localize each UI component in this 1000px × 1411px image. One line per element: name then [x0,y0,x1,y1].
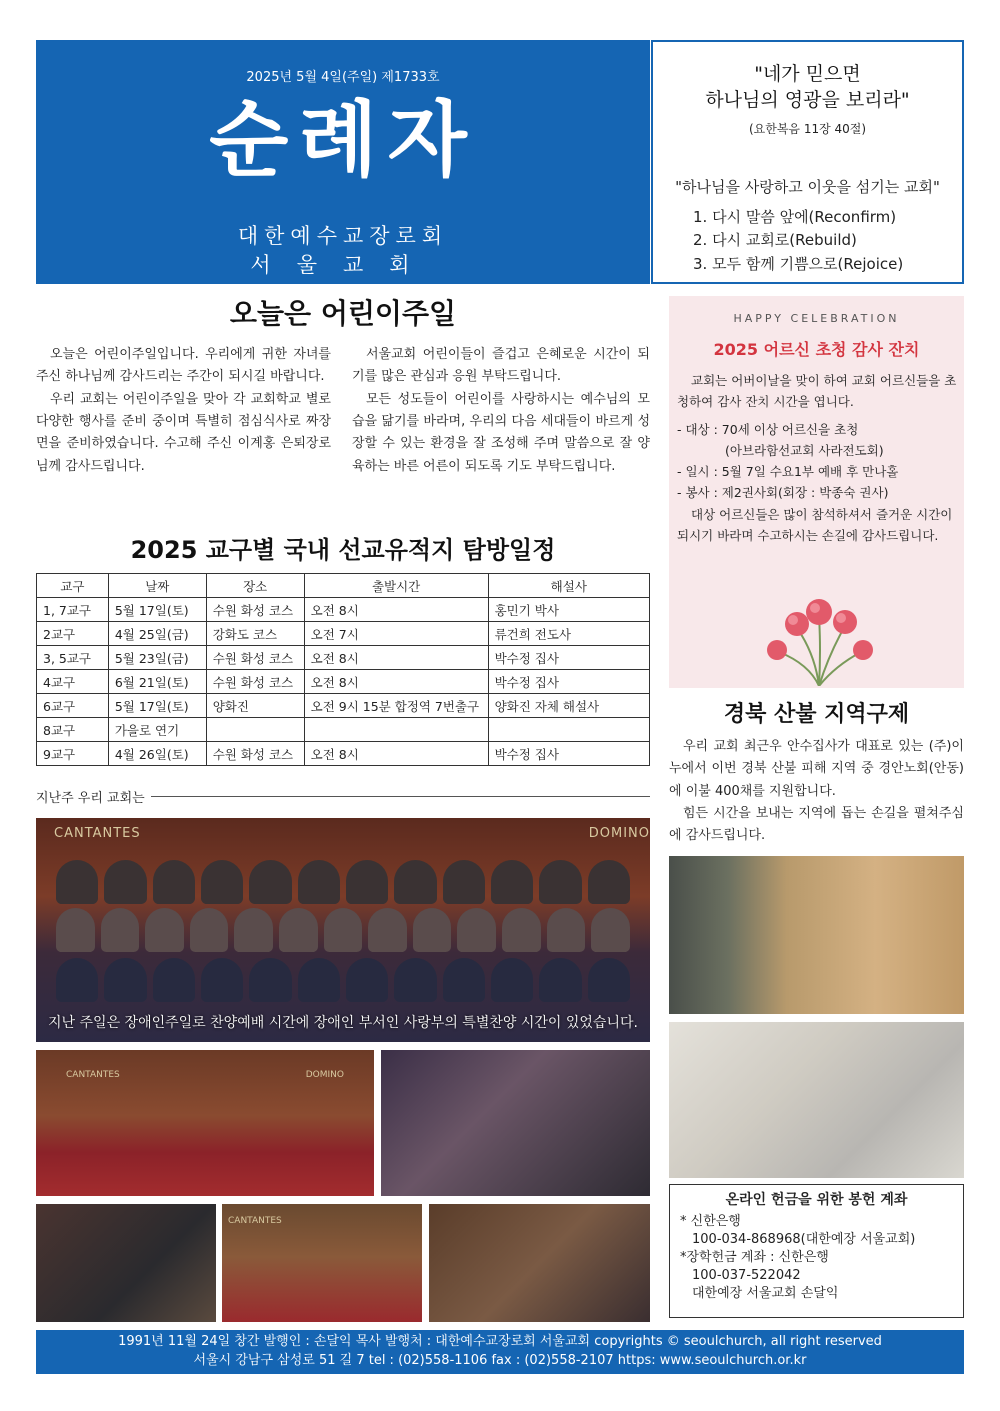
table-cell: 오전 9시 15분 합정역 7번출구 [304,694,488,718]
singer-photo [36,1204,216,1322]
table-cell: 가을로 연기 [108,718,206,742]
detail-target: - 대상 : 70세 이상 어르신을 초청 [677,421,859,437]
table-row [37,670,650,694]
choir-stage-photo [36,1050,374,1196]
table-cell: 오전 8시 [304,598,488,622]
childrens-day-title: 오늘은 어린이주일 [229,297,457,330]
detail-serve: - 봉사 : 제2권사회(회장 : 박종숙 권사) [677,485,889,501]
photo-figures [56,958,630,1002]
offering-account-box [669,1184,964,1318]
goal-item: 2. 다시 교회로(Rebuild) [693,231,857,250]
warehouse-boxes-photo [669,856,964,1014]
goal-item: 3. 모두 함께 기쁨으로(Rejoice) [693,254,904,273]
masthead [36,40,650,284]
table-row [37,718,650,742]
paragraph: 교회는 어버이날을 맞이 하여 교회 어르신들을 초청하여 감사 잔치 시간을 엽니다. [677,373,957,410]
verse-line: 하나님의 영광을 보리라" [705,88,910,111]
church-name: 서울교회 [250,253,436,277]
column-header: 교구 [37,574,109,598]
table-row [37,694,650,718]
table-cell [206,718,304,742]
table-row [37,598,650,622]
column-header: 날짜 [108,574,206,598]
table-cell: 오전 8시 [304,646,488,670]
childrens-day-column-2 [352,344,650,478]
table-cell: 오전 8시 [304,742,488,766]
paragraph: 우리 교회는 어린이주일을 맞아 각 교회학교 별로 다양한 행사를 준비 중이며 특별히 점심식사로 짜장면을 준비하였습니다. 수고해 주신 이계홍 은퇴장로님께 감사드립니다. [36,391,331,474]
photo-figures [56,860,630,904]
issue-date: 2025년 5월 4일(주일) 제1733호 [246,70,440,85]
verse-line: "네가 믿으면 [754,63,861,85]
banner-text: DOMINO [588,826,650,841]
table-cell: 4교구 [37,670,109,694]
table-cell [304,718,488,742]
table-cell: 2교구 [37,622,109,646]
church-motto: "하나님을 사랑하고 이웃을 섬기는 교회" [675,178,940,196]
footer [36,1330,964,1374]
table-cell: 3, 5교구 [37,646,109,670]
table-cell: 오전 7시 [304,622,488,646]
bank-name: * 신한은행 [680,1213,741,1229]
paragraph: 모든 성도들이 어린이를 사랑하시는 예수님의 모습을 닮기를 바라며, 우리의 다음 세대들이 바르게 성장할 수 있는 환경을 잘 조성해 주며 말씀으로 잘 양육하는 바른 어른이 되도록 기도 부탁드립니다. [352,391,650,474]
choir-group-photo [36,818,650,1042]
table-cell: 홍민기 박사 [488,598,649,622]
table-cell: 류건희 전도사 [488,622,649,646]
table-cell: 강화도 코스 [206,622,304,646]
column-header: 출발시간 [304,574,488,598]
banner-text: CANTANTES [54,826,141,841]
childrens-day-column-1 [36,344,331,478]
bulletin-logo: 순례자 [209,93,477,188]
banner-text: CANTANTES [66,1070,120,1080]
footer-address: 서울시 강남구 삼성로 51 길 7 tel : (02)558-1106 fax : (02)558-2107 https: www.seoulchurch.or.kr [193,1352,807,1368]
table-cell: 1, 7교구 [37,598,109,622]
table-cell: 오전 8시 [304,670,488,694]
footer-publisher: 1991년 11월 24일 창간 발행인 : 손달익 목사 발행처 : 대한예수교장로회 서울교회 copyrights © seoulchurch, all right reserved [118,1334,882,1349]
table-cell: 4월 26일(토) [108,742,206,766]
account-number: 100-034-868968(대한예장 서울교회) [692,1231,916,1247]
table-cell: 8교구 [37,718,109,742]
account-holder: 대한예장 서울교회 손달익 [692,1286,839,1302]
table-cell: 박수정 집사 [488,670,649,694]
column-header: 해설사 [488,574,649,598]
verse-reference: (요한복음 11장 40절) [748,122,867,136]
table-row [37,622,650,646]
carnation-icon [749,594,889,686]
table-row [37,646,650,670]
relief-title: 경북 산불 지역구제 [723,702,910,727]
table-cell: 6월 21일(토) [108,670,206,694]
paragraph: 서울교회 어린이들이 즐겁고 은혜로운 시간이 되기를 많은 관심과 응원 부탁드립니다. [352,347,650,385]
divider [151,796,650,797]
photo-caption: 지난 주일은 장애인주일로 찬양예배 시간에 장애인 부서인 사랑부의 특별찬양 시간이 있었습니다. [48,1015,638,1031]
table-cell: 수원 화성 코스 [206,646,304,670]
paragraph: 우리 교회 최근우 안수집사가 대표로 있는 (주)이누에서 이번 경북 산불 피해 지역 중 경안노회(안동)에 이불 400채를 지원합니다. [669,739,964,799]
celebration-kicker: HAPPY CELEBRATION [733,312,900,325]
celebration-title: 2025 어르신 초청 감사 잔치 [713,340,920,359]
table-cell: 수원 화성 코스 [206,598,304,622]
table-cell: 6교구 [37,694,109,718]
table-cell [488,718,649,742]
column-header: 장소 [206,574,304,598]
praise-photo [429,1204,650,1322]
blankets-photo [669,1022,964,1178]
detail-target-sub: (아브라함선교회 사라전도회) [725,442,884,458]
table-cell: 수원 화성 코스 [206,670,304,694]
celebration-card [669,296,964,688]
table-cell: 수원 화성 코스 [206,742,304,766]
goal-list [693,206,903,276]
table-header-row [37,574,650,598]
goal-item: 1. 다시 말씀 앞에(Reconfirm) [693,208,897,226]
schedule-table [36,573,650,766]
verse-text [653,62,962,113]
table-cell: 4월 25일(금) [108,622,206,646]
bank-name: *장학헌금 계좌 : 신한은행 [680,1249,829,1265]
org-name: 대한예수교장로회 [237,224,449,248]
last-week-label: 지난주 우리 교회는 [36,791,145,806]
table-cell: 5월 17일(토) [108,694,206,718]
table-cell: 양화진 자체 해설사 [488,694,649,718]
table-cell: 5월 23일(금) [108,646,206,670]
table-cell: 박수정 집사 [488,646,649,670]
relief-text [669,736,964,848]
table-cell: 5월 17일(토) [108,598,206,622]
account-title: 온라인 헌금을 위한 봉헌 계좌 [725,1192,908,1208]
schedule-title: 2025 교구별 국내 선교유적지 탐방일정 [130,536,556,564]
banner-text: DOMINO [305,1070,344,1080]
paragraph: 힘든 시간을 보내는 지역에 돕는 손길을 펼쳐주심에 감사드립니다. [669,806,964,844]
paragraph: 오늘은 어린이주일입니다. 우리에게 귀한 자녀를 주신 하나님께 감사드리는 주간이 되시길 바랍니다. [36,347,331,385]
photo-figures [56,908,630,952]
verse-box [651,40,964,284]
performance-photo [222,1204,422,1322]
table-row [37,742,650,766]
banner-text: CANTANTES [228,1216,282,1226]
table-cell: 박수정 집사 [488,742,649,766]
celebration-body [677,370,959,546]
table-cell: 양화진 [206,694,304,718]
account-number: 100-037-522042 [692,1268,801,1284]
table-cell: 9교구 [37,742,109,766]
detail-when: - 일시 : 5월 7일 수요1부 예배 후 만나홀 [677,464,899,479]
paragraph: 대상 어르신들은 많이 참석하셔서 즐거운 시간이 되시기 바라며 수고하시는 손길에 감사드립니다. [677,506,953,543]
last-week-heading [36,787,650,806]
worship-photo [381,1050,650,1196]
